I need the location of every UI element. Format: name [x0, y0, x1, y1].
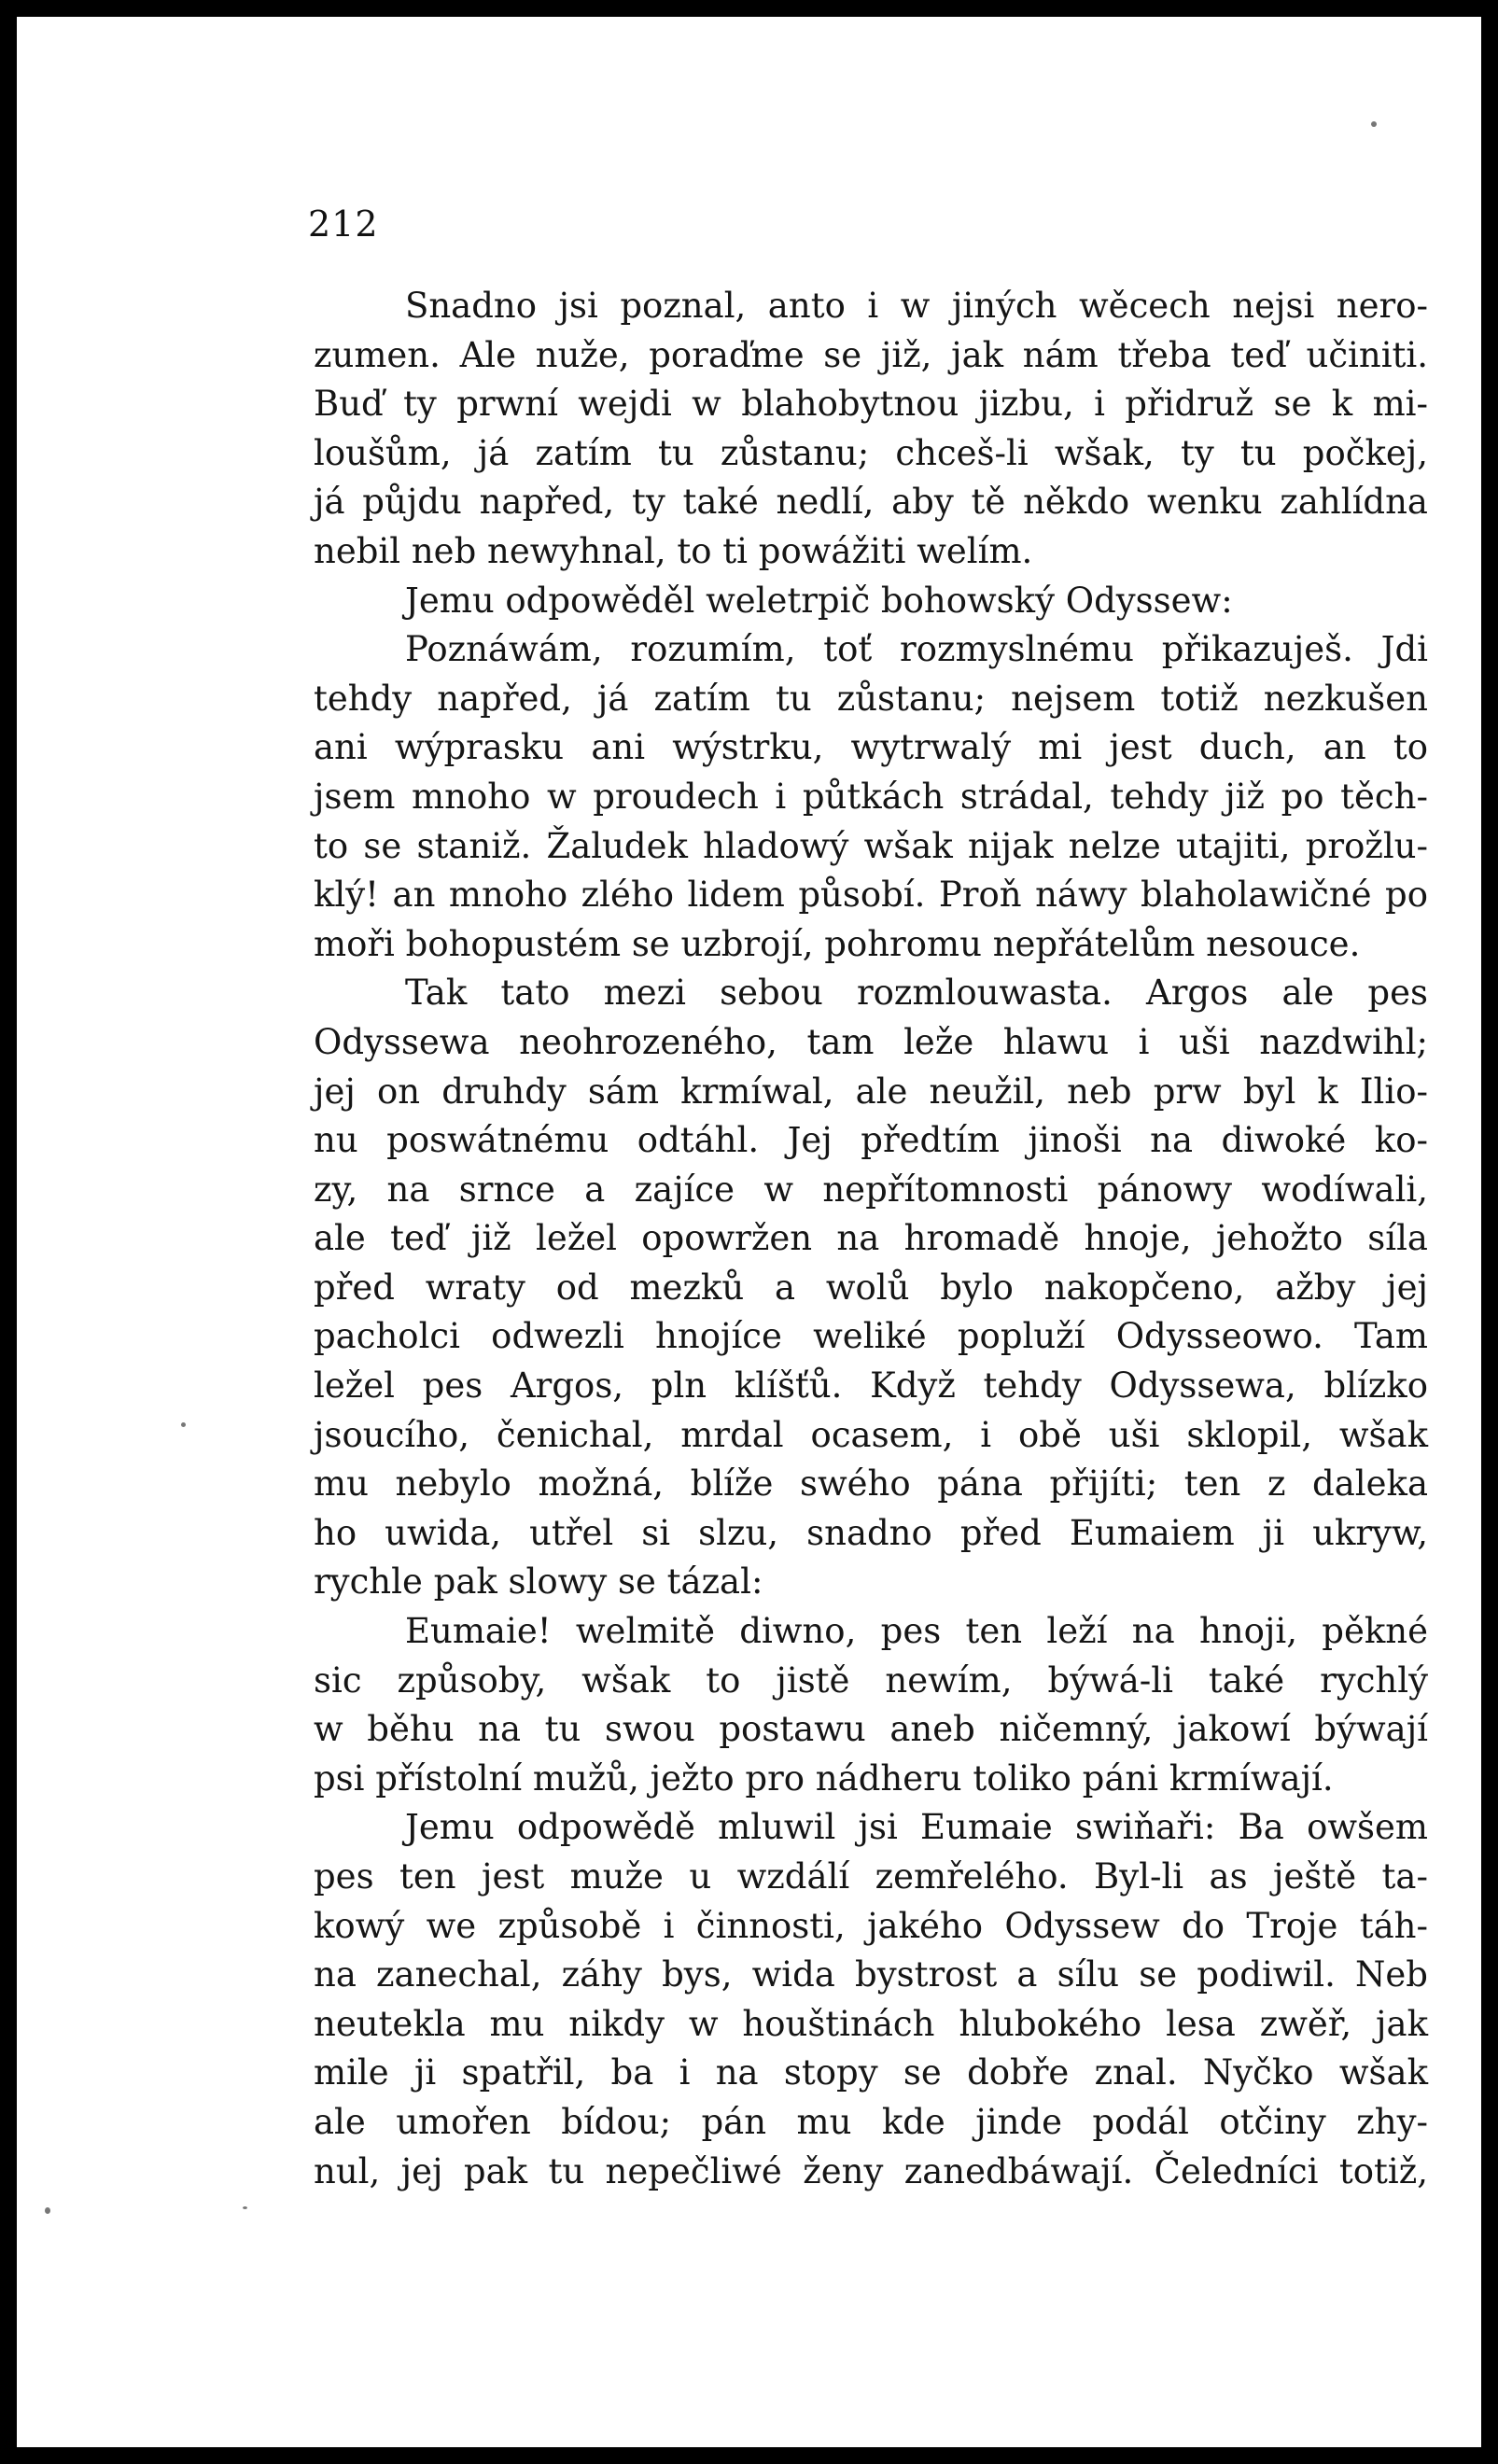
margin-speck [181, 1422, 186, 1427]
text-line: moři bohopustém se uzbrojí, pohromu nepřátelům nesouce. [314, 923, 1361, 964]
text-line: rychle pak slowy se tázal: [314, 1561, 763, 1603]
text-line: jej on druhdy sám krmíwal, ale neužil, neb prw byl k Ilio- [314, 1071, 1428, 1112]
margin-speck [45, 2207, 50, 2214]
text-line: jsem mnoho w proudech i půtkách strádal, tehdy již po těch- [314, 776, 1428, 817]
text-line: zumen. Ale nuže, poraďme se již, jak nám třeba teď učiniti. [314, 334, 1428, 375]
margin-speck [1371, 121, 1377, 127]
text-line: psi přístolní mužů, ježto pro nádheru toliko páni krmíwají. [314, 1757, 1334, 1799]
text-line: Jemu odpowědě mluwil jsi Eumaie swiňaři: Ba owšem [405, 1807, 1428, 1848]
text-line: mu nebylo možná, blíže swého pána přijíti; ten z daleka [314, 1463, 1428, 1505]
text-line: pes ten jest muže u wzdálí zemřelého. Byl-li as ještě ta- [314, 1856, 1428, 1897]
text-line: Snadno jsi poznal, anto i w jiných wěcech nejsi nero- [405, 286, 1428, 326]
text-line: na zanechal, záhy bys, wida bystrost a sílu se podiwil. Neb [314, 1954, 1428, 1995]
text-line: já půjdu napřed, ty také nedlí, aby tě někdo wenku zahlídna [314, 482, 1428, 523]
text-line: Odyssewa neohrozeného, tam leže hlawu i uši nazdwihl; [314, 1021, 1428, 1062]
text-line: Buď ty prwní wejdi w blahobytnou jizbu, i přidruž se k mi- [314, 384, 1428, 425]
text-line: klý! an mnoho zlého lidem působí. Proň náwy blaholawičné po [314, 875, 1428, 916]
text-line: ho uwida, utřel si slzu, snadno před Eumaiem ji ukryw, [314, 1512, 1428, 1553]
text-line: ležel pes Argos, pln klíšťů. Když tehdy Odyssewa, blízko [314, 1365, 1428, 1407]
text-line: pacholci odwezli hnojíce weliké popluží Odysseowo. Tam [314, 1316, 1428, 1357]
text-line: ale umořen bídou; pán mu kde jinde podál otčiny zhy- [314, 2101, 1428, 2142]
text-line: tehdy napřed, já zatím tu zůstanu; nejsem totiž nezkušen [314, 678, 1428, 719]
margin-speck [243, 2206, 247, 2209]
text-line: mile ji spatřil, ba i na stopy se dobře znal. Nyčko wšak [314, 2052, 1428, 2093]
page-number: 212 [308, 203, 379, 245]
text-line: loušům, já zatím tu zůstanu; chceš-li wšak, ty tu počkej, [314, 432, 1428, 473]
text-line: nu poswátnému odtáhl. Jej předtím jinoši na diwoké ko- [314, 1120, 1428, 1161]
text-line: Tak tato mezi sebou rozmlouwasta. Argos ale pes [405, 973, 1428, 1014]
book-page [17, 17, 1481, 2447]
text-line: w běhu na tu swou postawu aneb ničemný, jakowí býwají [314, 1709, 1428, 1750]
text-line: zy, na srnce a zajíce w nepřítomnosti pánowy wodíwali, [314, 1169, 1428, 1210]
text-line: kowý we způsobě i činnosti, jakého Odyssew do Troje táh- [314, 1905, 1428, 1946]
text-line: neutekla mu nikdy w houštinách hlubokého lesa zwěř, jak [314, 2003, 1428, 2044]
body-text [314, 282, 1428, 2196]
text-line: Jemu odpowěděl weletrpič bohowský Odyssew: [405, 580, 1233, 621]
text-line: ani wýprasku ani wýstrku, wytrwalý mi jest duch, an to [314, 727, 1428, 768]
text-line: to se staniž. Žaludek hladowý wšak nijak nelze utajiti, prožlu- [314, 825, 1428, 866]
text-line: ale teď již ležel opowržen na hromadě hnoje, jehožto síla [314, 1218, 1428, 1259]
text-line: nebil neb newyhnal, to ti powážiti welím. [314, 530, 1033, 571]
text-line: sic způsoby, wšak to jistě newím, býwá-li také rychlý [314, 1659, 1428, 1701]
text-line: jsoucího, čenichal, mrdal ocasem, i obě uši sklopil, wšak [314, 1414, 1428, 1455]
text-line: Eumaie! welmitě diwno, pes ten leží na hnoji, pěkné [405, 1611, 1428, 1652]
text-line: Poznáwám, rozumím, toť rozmyslnému přikazuješ. Jdi [405, 629, 1428, 670]
text-line: před wraty od mezků a wolů bylo nakopčeno, ažby jej [314, 1267, 1428, 1308]
text-line: nul, jej pak tu nepečliwé ženy zanedbáwají. Čeledníci totiž, [314, 2150, 1428, 2191]
